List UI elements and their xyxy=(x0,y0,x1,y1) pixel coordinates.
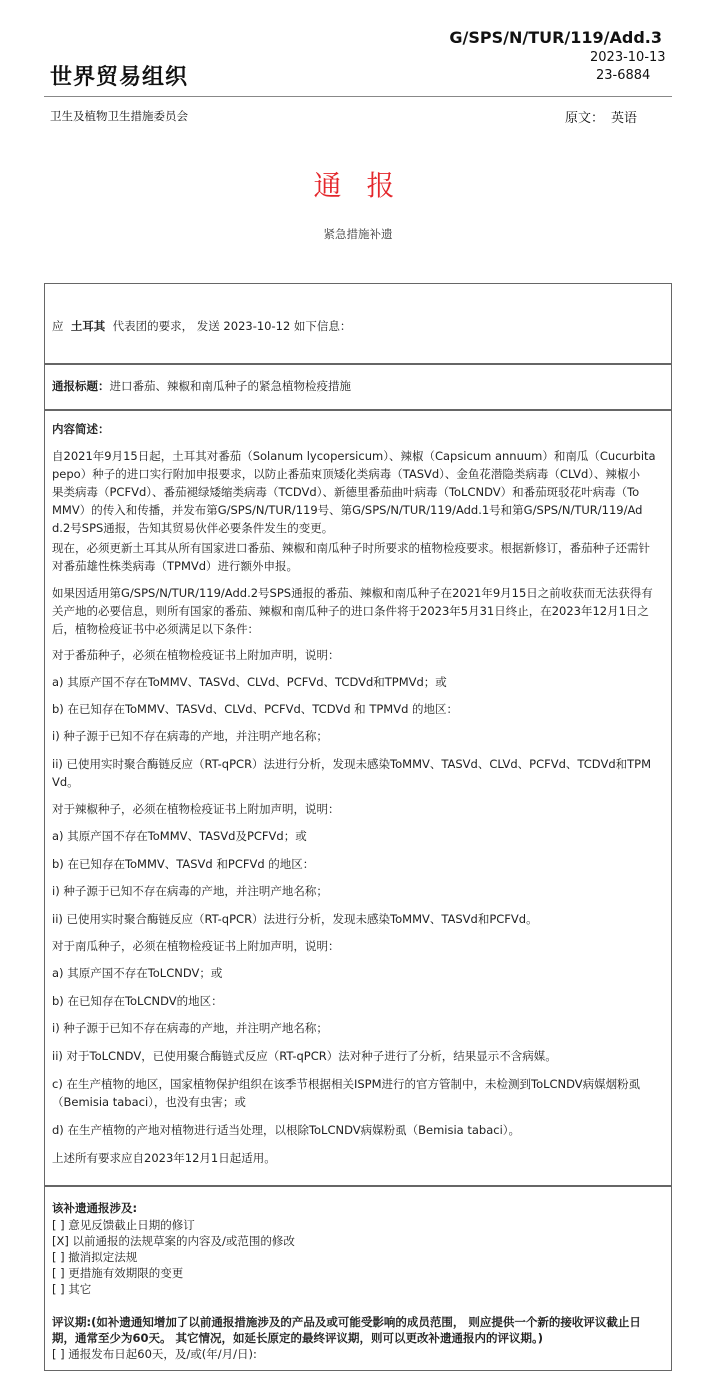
notification-title-text: 进口番茄、辣椒和南瓜种子的紧急植物检疫措施 xyxy=(109,379,351,393)
addendum-option: [ ] 更措施有效期限的变更 xyxy=(52,1266,184,1280)
addendum-option: [ ] 其它 xyxy=(52,1282,92,1296)
comment-period-line: 评议期:(如补遗通知增加了以前通报措施涉及的产品及或可能受影响的成员范围， 则应提供一个新的接收评议截止日 xyxy=(52,1315,641,1329)
addendum-option: [ ] 意见反馈截止日期的修订 xyxy=(52,1218,195,1232)
text-line: 关产地的必要信息，则所有国家的番茄、辣椒和南瓜种子的进口条件将于2023年5月31日终止，在2023年12月1日之 xyxy=(52,604,649,618)
tomato-condition-b: b) 在已知存在ToMMV、TASVd、CLVd、PCFVd、TCDVd 和 TPMVd 的地区： xyxy=(52,702,459,716)
tomato-intro: 对于番茄种子，必须在植物检疫证书上附加声明，说明： xyxy=(52,648,340,662)
pepper-condition-a: a) 其原产国不存在ToMMV、TASVd及PCFVd；或 xyxy=(52,829,307,843)
original-language: 英语 xyxy=(611,111,638,126)
addendum-option: [ ] 撤消拟定法规 xyxy=(52,1250,138,1264)
pepper-intro: 对于辣椒种子，必须在植物检疫证书上附加声明，说明： xyxy=(52,802,340,816)
request-member: 土耳其 xyxy=(70,319,106,333)
pumpkin-condition-d: d) 在生产植物的产地对植物进行适当处理，以根除ToLCNDV病媒粉虱（Bemisia tabaci）。 xyxy=(52,1123,521,1137)
pepper-condition-b: b) 在已知存在ToMMV、TASVd 和PCFVd 的地区： xyxy=(52,857,315,871)
request-suffix: 代表团的要求， 发送 2023-10-12 如下信息： xyxy=(112,319,352,333)
content-paragraph-1 xyxy=(52,447,672,537)
text-line: ii) 已使用实时聚合酶链反应（RT-qPCR）法进行分析，发现未感染ToMMV、TASVd、CLVd、PCFVd、TCDVd和TPM xyxy=(52,757,652,771)
comment-period-line: 期，通常至少为60天。 其它情况，如延长原定的最终评议期，则可以更改补遗通报内的评议期。) xyxy=(52,1331,544,1345)
text-line: 果类病毒（PCFVd）、番茄褪绿矮缩类病毒（TCDVd）、新德里番茄曲叶病毒（ToLCNDV）和番茄斑驳花叶病毒（To xyxy=(52,485,640,499)
text-line: （Bemisia tabaci），也没有虫害；或 xyxy=(52,1095,246,1109)
notification-title-line xyxy=(52,377,672,395)
addendum-section xyxy=(44,1186,672,1371)
request-line xyxy=(52,317,672,335)
content-paragraph-2 xyxy=(52,539,672,575)
tomato-condition-a: a) 其原产国不存在ToMMV、TASVd、CLVd、PCFVd、TCDVd和TPMVd；或 xyxy=(52,675,447,689)
request-prefix: 应 xyxy=(52,319,64,333)
original-language-label: 原文： xyxy=(565,111,605,126)
header-divider xyxy=(44,96,672,97)
page-title: 通 报 xyxy=(313,169,403,202)
text-line: Vd。 xyxy=(52,775,79,789)
request-section xyxy=(44,283,672,364)
text-line: d.2号SPS通报，告知其贸易伙伴必要条件发生的变更。 xyxy=(52,521,334,535)
document-number: 23-6884 xyxy=(596,68,651,83)
pumpkin-condition-ii: ii) 对于ToLCNDV，已使用聚合酶链式反应（RT-qPCR）法对种子进行了分析，结果显示不含病媒。 xyxy=(52,1049,557,1063)
pumpkin-condition-c xyxy=(52,1075,672,1111)
content-paragraph-3 xyxy=(52,584,672,638)
text-line: 自2021年9月15日起，土耳其对番茄（Solanum lycopersicum）、辣椒（Capsicum annuum）和南瓜（Cucurbita xyxy=(52,449,656,463)
text-line: MMV）的传入和传播，并发布第G/SPS/N/TUR/119号、第G/SPS/N/TUR/119/Add.1号和第G/SPS/N/TUR/119/Ad xyxy=(52,503,643,517)
text-line: 后，植物检疫证书中必须满足以下条件： xyxy=(52,622,259,636)
addendum-heading: 该补遗通报涉及: xyxy=(52,1201,138,1215)
text-line: pepo）种子的进口实行附加申报要求，以防止番茄束顶矮化类病毒（TASVd）、金鱼花潜隐类病毒（CLVd）、辣椒小 xyxy=(52,467,641,481)
addendum-options xyxy=(52,1217,672,1297)
pumpkin-condition-b: b) 在已知存在ToLCNDV的地区： xyxy=(52,994,223,1008)
page-subtitle: 紧急措施补遗 xyxy=(323,227,393,241)
content-section xyxy=(44,409,672,1186)
organization-name: 世界贸易组织 xyxy=(50,65,189,90)
text-line: 对番茄雄性株类病毒（TPMVd）进行额外申报。 xyxy=(52,559,299,573)
content-heading: 内容简述： xyxy=(52,422,110,436)
document-symbol: G/SPS/N/TUR/119/Add.3 xyxy=(449,28,662,47)
comment-period xyxy=(52,1314,672,1362)
committee-name: 卫生及植物卫生措施委员会 xyxy=(50,109,188,123)
notification-title-label: 通报标题： xyxy=(52,379,110,393)
comment-option: [ ] 通报发布日起60天，及/或(年/月/日): xyxy=(52,1347,257,1361)
applies-from: 上述所有要求应自2023年12月1日起适用。 xyxy=(52,1151,276,1165)
text-line: 现在，必须更新土耳其从所有国家进口番茄、辣椒和南瓜种子时所要求的植物检疫要求。根据新修订，番茄种子还需针 xyxy=(52,541,650,555)
document-date: 2023-10-13 xyxy=(590,50,666,65)
pepper-condition-i: i) 种子源于已知不存在病毒的产地，并注明产地名称； xyxy=(52,884,328,898)
pumpkin-intro: 对于南瓜种子，必须在植物检疫证书上附加声明，说明： xyxy=(52,939,340,953)
tomato-condition-ii xyxy=(52,755,672,791)
addendum-option: [X] 以前通报的法规草案的内容及/或范围的修改 xyxy=(52,1234,295,1248)
pumpkin-condition-a: a) 其原产国不存在ToLCNDV；或 xyxy=(52,966,223,980)
pepper-condition-ii: ii) 已使用实时聚合酶链反应（RT-qPCR）法进行分析，发现未感染ToMMV、TASVd和PCFVd。 xyxy=(52,912,538,926)
text-line: 如果因适用第G/SPS/N/TUR/119/Add.2号SPS通报的番茄、辣椒和南瓜种子在2021年9月15日之前收获而无法获得有 xyxy=(52,586,653,600)
tomato-condition-i: i) 种子源于已知不存在病毒的产地，并注明产地名称； xyxy=(52,729,328,743)
pumpkin-condition-i: i) 种子源于已知不存在病毒的产地，并注明产地名称； xyxy=(52,1021,328,1035)
text-line: c) 在生产植物的地区，国家植物保护组织在该季节根据相关ISPM进行的官方管制中，未检测到ToLCNDV病媒烟粉虱 xyxy=(52,1077,641,1091)
notification-title-section xyxy=(44,363,672,410)
